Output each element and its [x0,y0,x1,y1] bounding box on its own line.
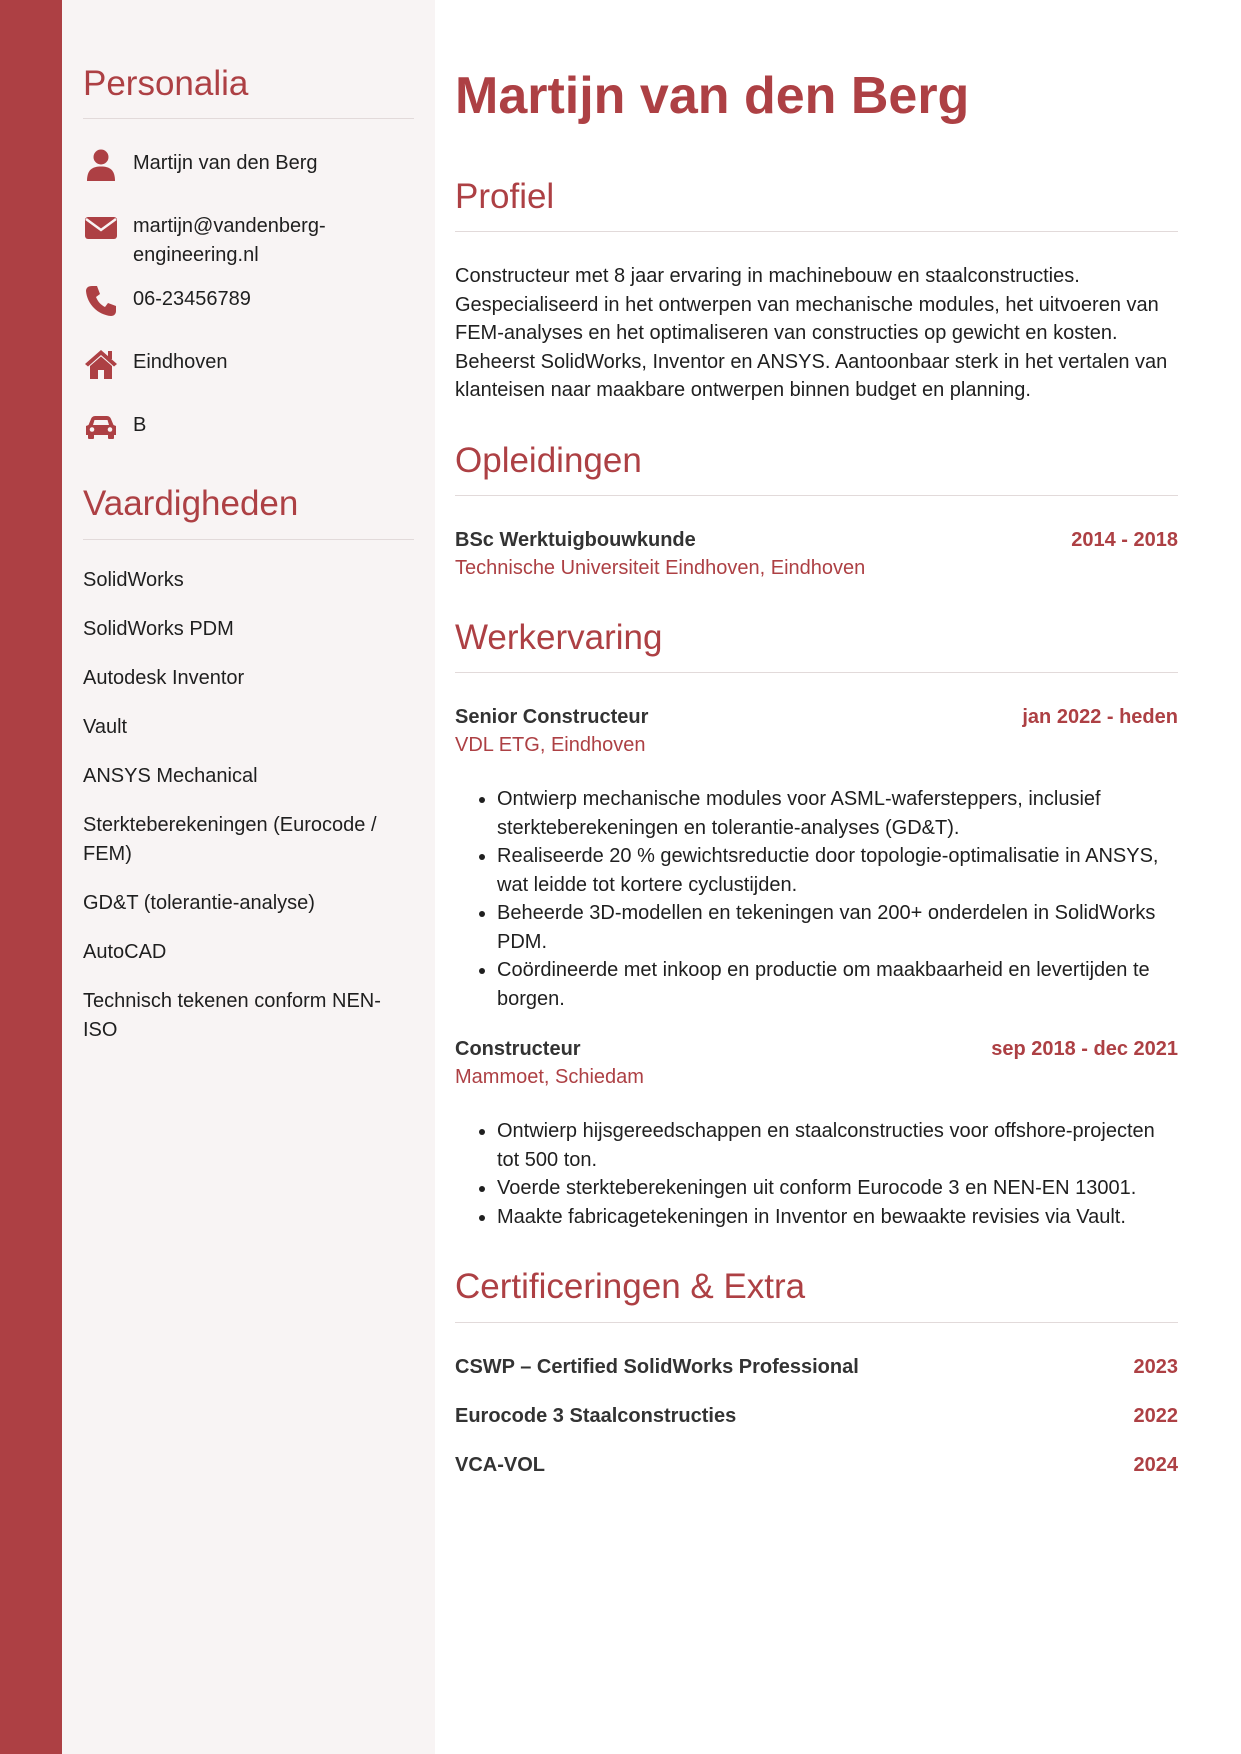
education-degree: BSc Werktuigbouwkunde [455,529,696,552]
personal-heading: Personalia [83,64,414,119]
certifications-title: Certificeringen & Extra [455,1267,1178,1322]
education-section [455,441,1178,582]
cert-year: 2023 [1133,1355,1178,1378]
job-period: sep 2018 - dec 2021 [991,1038,1178,1061]
profile-text: Constructeur met 8 jaar ervaring in machinebouw en staalconstructies. Gespecialiseerd in het ontwerpen van mechanische modules, het uitvoeren van FEM-analyses en het optimaliseren van constructies op gewicht en kosten. Beheerst SolidWorks, Inventor en ANSYS. Aantoonbaar sterk in het vertalen van klanteisen naar maakbare ontwerpen binnen budget en planning. [455,265,1168,402]
job-bullet: • Beheerde 3D-modellen en tekeningen van 200+ onderdelen in SolidWorks PDM. [497,899,1178,956]
contact-city-text: Eindhoven [133,351,228,374]
skill-item: Vault [83,715,128,738]
contact-city [83,348,414,396]
accent-bar [0,0,62,1754]
job-bullets [455,1117,1178,1231]
profile-section [455,177,1178,405]
skill-item: ANSYS Mechanical [83,764,258,787]
cert-name: Eurocode 3 Staalconstructies [455,1404,737,1427]
cert-row [455,1353,1178,1381]
car-icon [83,409,119,445]
job-bullet: • Ontwierp hijsgereedschappen en staalconstructies voor offshore-projecten tot 500 ton. [497,1117,1178,1174]
education-title: Opleidingen [455,441,1178,496]
job-bullet: • Maakte fabricagetekeningen in Inventor en bewaakte revisies via Vault. [497,1203,1178,1232]
job-company: Mammoet, Schiedam [455,1066,644,1089]
contact-phone-text[interactable]: 06-23456789 [133,288,251,311]
contact-list [83,149,414,459]
job-role: Senior Constructeur [455,706,649,729]
job-bullet: • Realiseerde 20 % gewichtsreductie door topologie-optimalisatie in ANSYS, wat leidde tot kortere cyclustijden. [497,842,1178,899]
cert-year: 2024 [1133,1453,1178,1476]
user-icon [83,147,119,183]
job-role: Constructeur [455,1038,581,1061]
contact-name [83,149,414,197]
skills-list [83,566,414,1045]
phone-icon [83,283,119,319]
profile-title: Profiel [455,177,1178,232]
education-entry [455,526,1178,582]
contact-license [83,411,414,459]
skills-heading: Vaardigheden [83,484,414,539]
job-bullet: • Ontwierp mechanische modules voor ASML-wafersteppers, inclusief sterkteberekeningen en tolerantie-analyses (GD&T). [497,785,1178,842]
cert-row [455,1451,1178,1479]
skill-item: SolidWorks [83,568,184,591]
skill-item: Technisch tekenen conform NEN-ISO [83,989,381,1041]
sidebar [62,0,435,1754]
envelope-icon [83,210,119,246]
skill-item: GD&T (tolerantie-analyse) [83,891,315,914]
cert-name: VCA-VOL [455,1453,545,1476]
cert-year: 2022 [1133,1404,1178,1427]
skill-item: Autodesk Inventor [83,666,245,689]
contact-email-text[interactable]: martijn@vandenberg-engineering.nl [133,215,326,267]
cert-row [455,1402,1178,1430]
job-bullet: • Coördineerde met inkoop en productie om maakbaarheid en levertijden te borgen. [497,956,1178,1013]
main-content [455,0,1178,1500]
certifications-section [455,1267,1178,1478]
job-bullet: • Voerde sterkteberekeningen uit conform Eurocode 3 en NEN-EN 13001. [497,1174,1178,1203]
home-icon [83,346,119,382]
education-school: Technische Universiteit Eindhoven, Eindhoven [455,557,866,580]
contact-phone [83,285,414,333]
job-entry [455,703,1178,1013]
education-years: 2014 - 2018 [1071,529,1178,552]
job-company: VDL ETG, Eindhoven [455,734,646,757]
experience-section [455,618,1178,1231]
skill-item: Sterkteberekeningen (Eurocode / FEM) [83,813,377,865]
job-entry [455,1035,1178,1231]
candidate-name: Martijn van den Berg [455,67,970,125]
skill-item: SolidWorks PDM [83,617,234,640]
job-bullets [455,785,1178,1013]
cert-name: CSWP – Certified SolidWorks Professional [455,1355,859,1378]
contact-license-text: B [133,414,147,437]
job-period: jan 2022 - heden [1022,706,1178,729]
experience-title: Werkervaring [455,618,1178,673]
contact-name-text: Martijn van den Berg [133,152,318,175]
skill-item: AutoCAD [83,940,167,963]
contact-email [83,212,414,270]
